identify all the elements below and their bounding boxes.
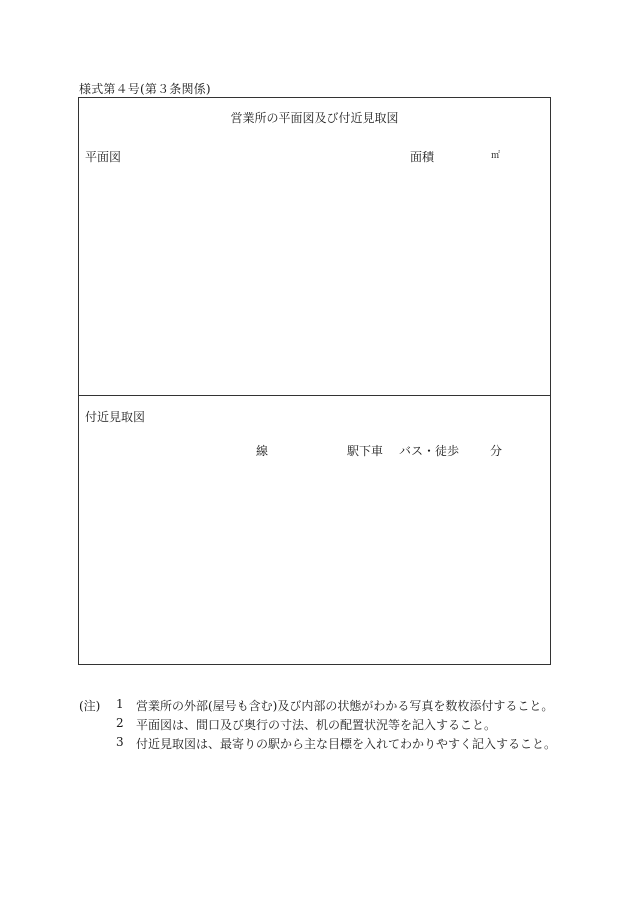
note-number: 3: [116, 735, 124, 749]
floor-plan-label: 平面図: [85, 150, 122, 164]
note-text: 営業所の外部(屋号も含む)及び内部の状態がわかる写真を数枚添付すること。: [136, 699, 554, 713]
form-box: [78, 97, 551, 665]
area-unit: ㎡: [491, 151, 501, 161]
floor-plan-section: [79, 98, 550, 396]
document-title: 営業所の平面図及び付近見取図: [230, 111, 399, 125]
vicinity-map-label: 付近見取図: [85, 410, 146, 424]
minutes-label: 分: [490, 444, 503, 458]
station-label: 駅下車: [347, 444, 384, 458]
form-number: 様式第４号(第３条関係): [79, 82, 211, 96]
note-text: 付近見取図は、最寄りの駅から主な目標を入れてわかりやすく記入すること。: [136, 737, 557, 751]
notes-prefix: (注): [79, 699, 101, 713]
vicinity-map-section: [79, 396, 550, 664]
note-text: 平面図は、間口及び奥行の寸法、机の配置状況等を記入すること。: [136, 718, 497, 732]
area-label: 面積: [410, 150, 435, 164]
train-line-label: 線: [256, 444, 269, 458]
note-number: 1: [116, 697, 124, 711]
note-number: 2: [116, 716, 124, 730]
transport-label: バス・徒歩: [399, 444, 460, 458]
